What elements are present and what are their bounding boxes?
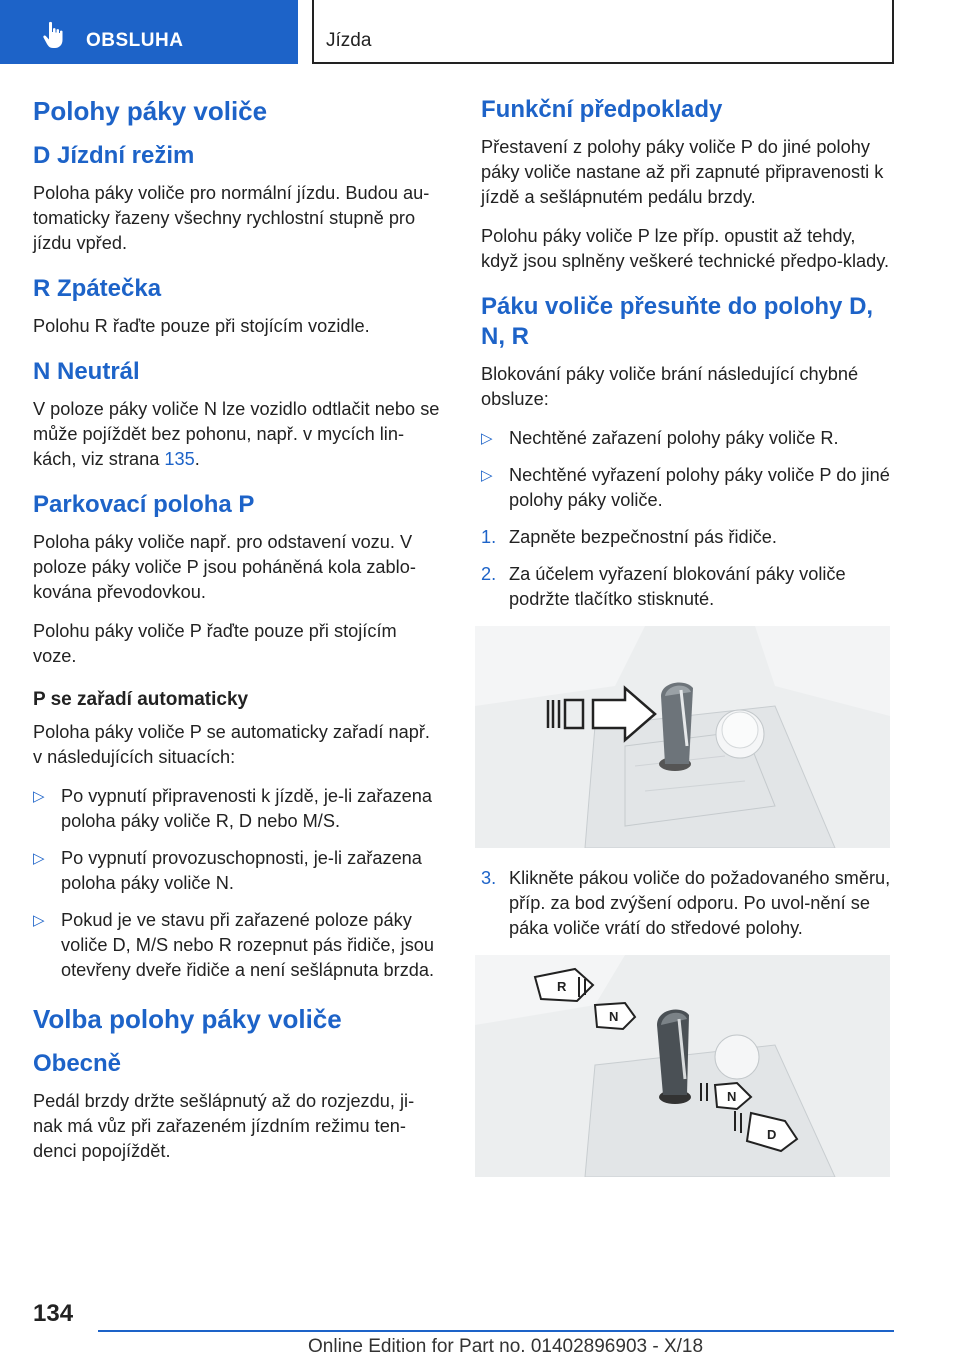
section-tab[interactable] (0, 0, 298, 64)
heading-neutral: N Neutrál (33, 358, 140, 385)
paragraph-prerequisites-2: Polohu páky voliče P lze příp. opustit až tehdy, když jsou splněny veškeré technické předpo-klady. (481, 226, 890, 271)
triangle-bullet-icon: ▷ (481, 430, 493, 447)
right-column (481, 95, 891, 1195)
section-title-selection: Volba polohy páky voliče (33, 1004, 342, 1034)
list-item: 2. Za účelem vyřazení blokování páky voliče podržte tlačítko stisknuté. (481, 564, 846, 609)
r-label: R (557, 979, 567, 994)
paragraph-general: Pedál brzdy držte sešlápnutý až do rozjezdu, ji-nak má vůz při zařazeném jízdním režimu ten-denci popojíždět. (33, 1091, 415, 1161)
footer-divider (98, 1330, 894, 1332)
paragraph-prerequisites-1: Přestavení z polohy páky voliče P do jiné polohy páky voliče nastane až při zapnuté připravenosti k jízdě a sešlápnutém pedálu brzdy. (481, 137, 884, 207)
triangle-bullet-icon: ▷ (481, 467, 493, 484)
heading-auto-park: P se zařadí automaticky (33, 689, 249, 710)
n-label: N (609, 1009, 619, 1024)
n-label: N (727, 1089, 737, 1104)
triangle-bullet-icon: ▷ (33, 912, 45, 929)
gear-lever-button-image (475, 626, 890, 848)
page-number: 134 (33, 1300, 74, 1327)
heading-general: Obecně (33, 1050, 122, 1077)
list-item: ▷ Pokud je ve stavu při zařazené poloze páky voliče D, M/S nebo R rozepnut pás řidiče, jsou otevřeny dveře řidiče a není sešlápnuta brzda. (33, 910, 435, 980)
paragraph-park-1: Poloha páky voliče např. pro odstavení vozu. V poloze páky voliče P jsou poháněná kola zablo-kována převodovkou. (33, 532, 416, 602)
step-number: 2. (481, 564, 497, 584)
gear-lever-directions-image (475, 955, 890, 1177)
page-link[interactable]: 135 (164, 449, 195, 469)
auto-park-list (33, 784, 443, 983)
list-item: ▷ Po vypnutí připravenosti k jízdě, je-li zařazena poloha páky voliče R, D nebo M/S. (33, 786, 433, 831)
list-item: ▷ Po vypnutí provozuschopnosti, je-li zařazena poloha páky voliče N. (33, 848, 422, 893)
paragraph-move-lever: Blokování páky voliče brání následující chybné obsluze: (481, 364, 859, 409)
triangle-bullet-icon: ▷ (33, 850, 45, 867)
paragraph-park-2: Polohu páky voliče P řaďte pouze při stojícím voze. (33, 621, 397, 666)
section-label: OBSLUHA (86, 30, 184, 51)
heading-move-lever: Páku voliče přesuňte do polohy D, N, R (481, 293, 874, 350)
step3-list (481, 866, 891, 941)
chapter-header (312, 0, 894, 64)
chapter-label: Jízda (326, 30, 372, 51)
triangle-bullet-icon: ▷ (33, 788, 45, 805)
error-list (481, 426, 891, 612)
left-column (33, 95, 443, 1178)
heading-prerequisites: Funkční předpoklady (481, 96, 723, 123)
heading-park: Parkovací poloha P (33, 491, 255, 518)
d-label: D (767, 1127, 777, 1142)
edition-note: Online Edition for Part no. 01402896903 - X/18 (308, 1336, 704, 1357)
heading-drive: D Jízdní režim (33, 142, 195, 169)
paragraph-auto-park: Poloha páky voliče P se automaticky zařadí např. v následujících situacích: (33, 722, 430, 767)
paragraph-drive: Poloha páky voliče pro normální jízdu. Budou au-tomaticky řazeny všechny rychlostní stupně pro jízdu vpřed. (33, 183, 430, 253)
list-item: ▷ Nechtěné vyřazení polohy páky voliče P do jiné polohy páky voliče. (481, 465, 890, 510)
list-item: 1. Zapněte bezpečnostní pás řidiče. (481, 525, 891, 550)
list-item: ▷ Nechtěné zařazení polohy páky voliče R. (481, 426, 891, 451)
paragraph-neutral: V poloze páky voliče N lze vozidlo odtlačit nebo se může pojíždět bez pohonu, např. v mycích lin-kách, viz strana 135. (33, 399, 440, 469)
heading-reverse: R Zpátečka (33, 275, 162, 302)
hand-pointer-icon (40, 20, 70, 50)
page-title: Polohy páky voliče (33, 96, 268, 126)
step-number: 1. (481, 527, 497, 547)
list-item: 3. Klikněte pákou voliče do požadovaného směru, příp. za bod zvýšení odporu. Po uvol-nění se páka voliče vrátí do středové polohy. (481, 868, 891, 938)
step-number: 3. (481, 868, 497, 888)
paragraph-reverse: Polohu R řaďte pouze při stojícím vozidle. (33, 316, 370, 336)
